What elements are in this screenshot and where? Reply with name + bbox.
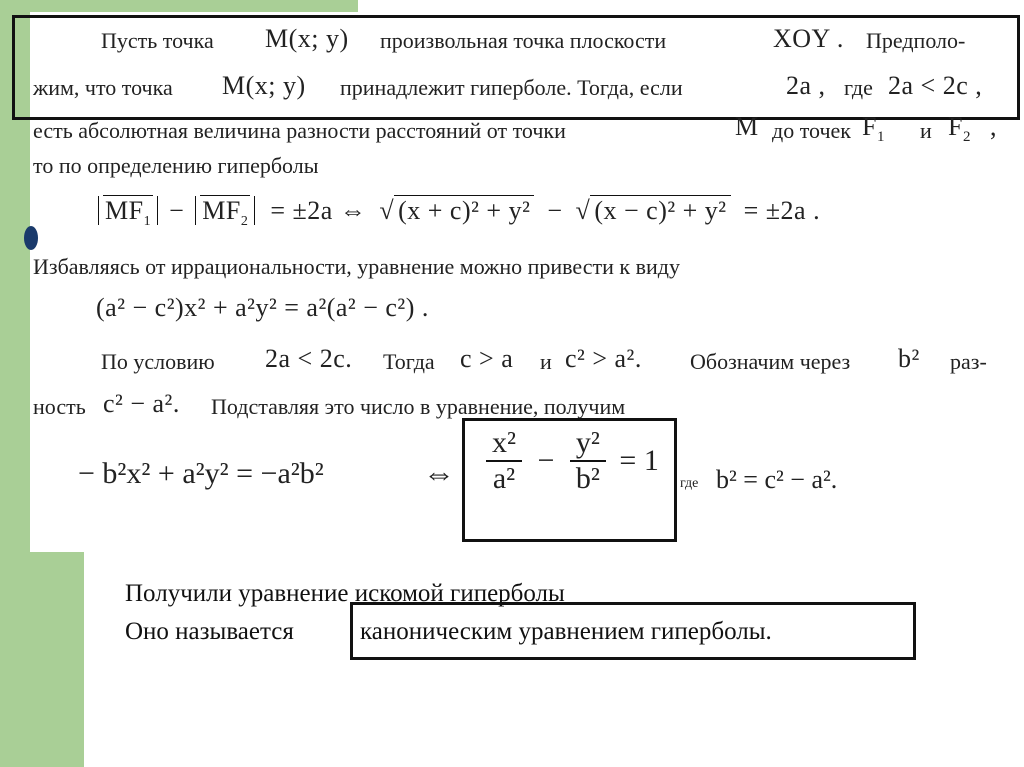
p2-math-2a: 2a , (786, 71, 826, 100)
eq3-left: − b²x² + a²y² = −a²b² (78, 457, 324, 490)
p1-text-a: Пусть точка (101, 28, 214, 53)
p3-math-f1: $F_1$ (862, 112, 885, 146)
eq3-eq1: = 1 (619, 444, 659, 477)
eq1-abs-mf2: $MF_2$ (195, 196, 255, 225)
eq1-minus2: − (547, 196, 563, 225)
p6-text-d: раз- (950, 349, 987, 374)
p2-text-c: где (844, 75, 873, 100)
eq1-tail: = ±2a . (743, 196, 821, 225)
conclusion-line-1: Получили уравнение искомой гиперболы (125, 580, 565, 607)
p7-text-a: ность (33, 394, 86, 419)
p6-text-and: и (540, 349, 552, 374)
p2-text-a: жим, что точка (33, 75, 173, 100)
p3-text-and: и (920, 118, 932, 143)
p6-text-a: По условию (101, 349, 215, 374)
p1-math-xoy: XOY . (773, 24, 844, 53)
eq1-abs-mf1: $MF_1$ (98, 196, 158, 225)
p1-text-b: произвольная точка плоскости (380, 28, 667, 53)
eq3-minus: − (537, 444, 555, 477)
eq1-eq: = ±2a ⇔ (270, 196, 367, 225)
eq1-sqrt1: √ (x + c)² + y² (379, 196, 534, 225)
p2-math-ineq: 2a < 2c , (888, 71, 983, 100)
p2-text-b: принадлежит гиперболе. Тогда, если (340, 75, 683, 100)
conclusion-line-2b: каноническим уравнением гиперболы. (360, 618, 772, 645)
p6-math-b2: b² (898, 344, 920, 373)
equation-2: (a² − c²)x² + a²y² = a²(a² − c²) . (96, 293, 429, 322)
eq3-frac-y: $\frac{\text{y²}}{\text{b²}}$ (570, 426, 606, 496)
equation-1 (98, 196, 820, 230)
p7-math-diff: c² − a². (103, 389, 180, 418)
p7-text-b: Подставляя это число в уравнение, получим (211, 394, 626, 419)
p3-comma: , (990, 112, 997, 141)
eq3-frac-x: $\frac{\text{x²}}{\text{a²}}$ (486, 426, 522, 496)
p3-math-f2: $F_2$ (948, 112, 971, 146)
eq1-sqrt2: √ (x − c)² + y² (576, 195, 731, 225)
p5-text: Избавляясь от иррациональности, уравнение можно привести к виду (33, 254, 680, 279)
eq3-arrow: ⇔ (423, 455, 455, 491)
eq3-where: где (680, 476, 699, 491)
conclusion-line-2a: Оно называется (125, 618, 294, 645)
p1-math-m: M(x; y) (265, 24, 349, 53)
p6-math-ca: c > a (460, 344, 514, 373)
p6-math-ineq: 2a < 2c. (265, 344, 353, 373)
bullet-dot (24, 226, 38, 250)
eq3-fraction-group (486, 426, 659, 496)
p1-text-c: Предполо- (866, 28, 966, 53)
eq1-minus: − (169, 196, 185, 225)
eq3-def: b² = c² − a². (716, 465, 838, 494)
p2-math-m: M(x; y) (222, 71, 306, 100)
green-top-band (0, 0, 358, 12)
p6-math-c2a2: c² > a². (565, 344, 642, 373)
p6-text-b: Тогда (383, 349, 435, 374)
p6-text-c: Обозначим через (690, 349, 851, 374)
p3-text-a: есть абсолютная величина разности расстояний от точки (33, 118, 566, 143)
p3-text-b: до точек (772, 118, 851, 143)
p4-text: то по определению гиперболы (33, 153, 319, 178)
p3-math-m: M (735, 112, 759, 141)
